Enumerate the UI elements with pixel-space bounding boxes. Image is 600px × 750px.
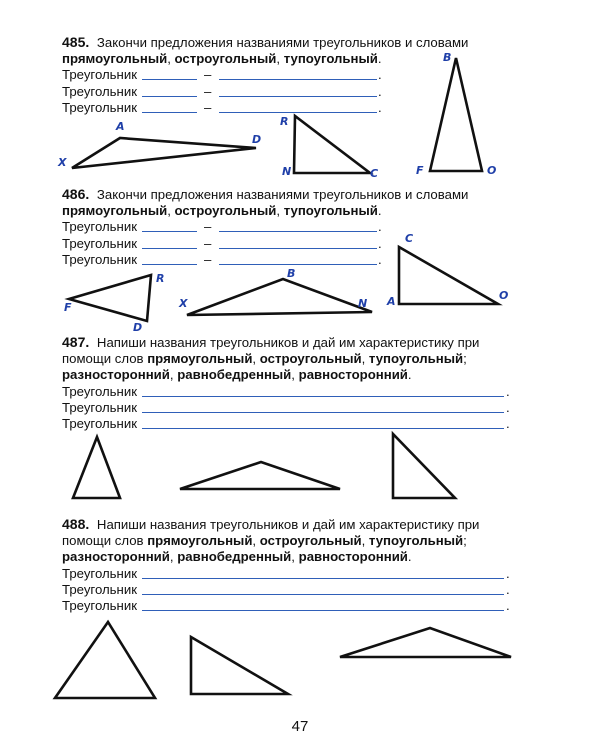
separator: . <box>407 549 412 564</box>
vertex-label: R <box>280 115 289 128</box>
dot: . <box>378 84 382 99</box>
keyword: разносторонний <box>62 367 170 382</box>
vertex-label: R <box>156 272 165 285</box>
vertex-label: C <box>405 232 414 245</box>
vertex-label: X <box>179 297 188 310</box>
keyword: равносторонний <box>298 367 408 382</box>
triangle-487-2 <box>180 462 340 489</box>
separator: , <box>361 533 366 548</box>
vertex-label: D <box>252 133 262 146</box>
line-label: Треугольник <box>62 219 137 234</box>
separator: , <box>276 203 281 218</box>
task-instruction: Напиши названия треугольников и дай им характеристику при помощи слов <box>62 335 480 366</box>
task-number: 487. <box>62 334 90 350</box>
vertex-label: O <box>487 164 497 177</box>
vertex-label: A <box>387 295 396 308</box>
line-label: Треугольник <box>62 67 137 82</box>
triangle-bfo <box>430 58 482 171</box>
dot: . <box>378 219 382 234</box>
separator: , <box>252 351 257 366</box>
dash: – <box>204 100 212 115</box>
dot: . <box>378 236 382 251</box>
vertex-label: N <box>358 297 368 310</box>
keyword: остроугольный <box>174 203 277 218</box>
vertex-label: O <box>499 289 509 302</box>
separator: , <box>291 367 295 382</box>
task-instruction: Закончи предложения названиями треугольников и словами <box>96 187 469 202</box>
line-label: Треугольник <box>62 400 137 415</box>
dot: . <box>378 100 382 115</box>
triangle-xad <box>72 138 256 168</box>
triangle-rnc <box>294 116 370 173</box>
separator: , <box>169 367 174 382</box>
separator: , <box>252 533 257 548</box>
vertex-label: B <box>443 51 452 64</box>
line-label: Треугольник <box>62 416 137 431</box>
triangle-487-3 <box>393 434 455 498</box>
task-number: 485. <box>62 34 90 50</box>
line-label: Треугольник <box>62 598 137 613</box>
dash: – <box>204 67 212 82</box>
line-label: Треугольник <box>62 566 137 581</box>
triangle-488-3 <box>340 628 511 657</box>
task-number: 488. <box>62 516 90 532</box>
separator: , <box>291 549 295 564</box>
vertex-label: D <box>133 321 143 334</box>
line-label: Треугольник <box>62 252 137 267</box>
task-instruction: Напиши названия треугольников и дай им характеристику при помощи слов <box>62 517 480 548</box>
vertex-label: C <box>370 167 379 180</box>
separator: , <box>361 351 366 366</box>
line-label: Треугольник <box>62 100 137 115</box>
dot: . <box>506 582 510 597</box>
triangle-rfd <box>69 275 151 321</box>
vertex-label: B <box>287 267 296 280</box>
keyword: прямоугольный <box>147 351 253 366</box>
dot: . <box>506 384 510 399</box>
vertex-label: F <box>64 301 72 314</box>
keyword: остроугольный <box>174 51 277 66</box>
dash: – <box>204 236 212 251</box>
keyword: равнобедренный <box>177 367 292 382</box>
dash: – <box>204 219 212 234</box>
dot: . <box>506 416 510 431</box>
separator: . <box>377 51 382 66</box>
dot: . <box>506 566 510 581</box>
keyword: тупоугольный <box>368 351 464 366</box>
dot: . <box>378 252 382 267</box>
triangle-488-2 <box>191 637 288 694</box>
keyword: прямоугольный <box>147 533 253 548</box>
triangle-cao <box>399 247 498 304</box>
line-label: Треугольник <box>62 384 137 399</box>
keyword: прямоугольный <box>62 51 168 66</box>
line-label: Треугольник <box>62 236 137 251</box>
dot: . <box>506 400 510 415</box>
keyword: тупоугольный <box>283 51 378 66</box>
separator: . <box>377 203 382 218</box>
vertex-label: N <box>282 165 292 178</box>
vertex-label: X <box>58 156 67 169</box>
triangle-xbn <box>187 279 372 315</box>
keyword: тупоугольный <box>368 533 464 548</box>
line-label: Треугольник <box>62 84 137 99</box>
separator: , <box>276 51 281 66</box>
vertex-label: F <box>416 164 424 177</box>
keyword: остроугольный <box>259 533 362 548</box>
separator: , <box>167 51 171 66</box>
keyword: равнобедренный <box>177 549 292 564</box>
dash: – <box>204 252 212 267</box>
separator: , <box>167 203 171 218</box>
triangle-487-1 <box>73 437 120 498</box>
task-number: 486. <box>62 186 90 202</box>
keyword: тупоугольный <box>283 203 378 218</box>
keyword: прямоугольный <box>62 203 168 218</box>
task-instruction: Закончи предложения названиями треугольников и словами <box>96 35 469 50</box>
keyword: разносторонний <box>62 549 170 564</box>
dot: . <box>378 67 382 82</box>
dash: – <box>204 84 212 99</box>
keyword: остроугольный <box>259 351 362 366</box>
separator: . <box>407 367 412 382</box>
separator: ; <box>463 351 467 366</box>
dot: . <box>506 598 510 613</box>
triangle-488-1 <box>55 622 155 698</box>
vertex-label: A <box>116 120 125 133</box>
keyword: равносторонний <box>298 549 408 564</box>
line-label: Треугольник <box>62 582 137 597</box>
page-number: 47 <box>291 718 309 735</box>
separator: ; <box>463 533 467 548</box>
separator: , <box>169 549 174 564</box>
